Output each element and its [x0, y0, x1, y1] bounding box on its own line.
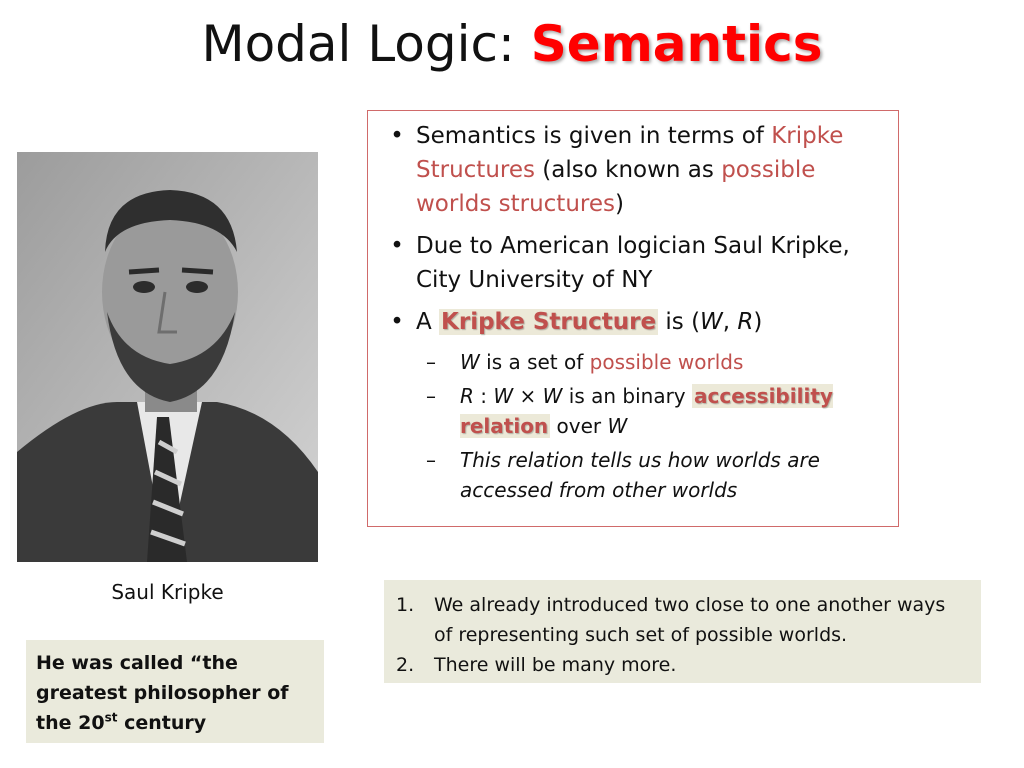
sub-bullet-item: [426, 445, 884, 505]
quote-tail: century: [117, 712, 207, 734]
quote-box: [26, 640, 324, 743]
bullet-text: Due to American logician Saul Kripke, City University of NY: [416, 233, 850, 293]
notes-box: [384, 580, 981, 683]
bullet-text: Semantics is given in terms of Kripke Structures (also known as possible worlds structures): [416, 123, 844, 217]
sub-bullet-text: R : W × W is an binary accessibility relation over W: [460, 384, 833, 438]
portrait-illustration: [17, 152, 318, 562]
definition-box: [367, 110, 899, 527]
bullet-marker: •: [390, 309, 404, 335]
title-accent: Semantics: [530, 15, 823, 73]
bullet-marker: •: [390, 123, 404, 149]
sub-bullet-text: This relation tells us how worlds are accessed from other worlds: [460, 448, 820, 502]
note-number: 2.: [396, 654, 415, 676]
bullet-item: [378, 229, 884, 297]
bullet-item: [378, 119, 884, 221]
title-plain: Modal Logic:: [201, 15, 531, 73]
sub-bullet-marker: –: [426, 384, 436, 408]
sub-bullet-item: [426, 381, 884, 441]
sub-bullet-text: W is a set of possible worlds: [460, 350, 744, 374]
note-text: There will be many more.: [434, 654, 677, 676]
sub-bullet-marker: –: [426, 350, 436, 374]
slide-title: [0, 12, 1024, 76]
bullet-marker: •: [390, 233, 404, 259]
numbered-note: [396, 650, 969, 680]
quote-superscript: st: [104, 710, 118, 725]
portrait-photo: [17, 152, 318, 562]
sub-bullet-item: [426, 347, 884, 377]
quote-text: He was called “the greatest philosopher of the 20: [36, 652, 289, 734]
photo-caption: Saul Kripke: [111, 580, 224, 604]
numbered-note: [396, 590, 969, 650]
sub-bullet-marker: –: [426, 448, 436, 472]
note-number: 1.: [396, 594, 415, 616]
bullet-item: [378, 305, 884, 339]
bullet-text: A Kripke Structure is (W, R): [416, 309, 763, 335]
note-text: We already introduced two close to one another ways of representing such set of possible worlds.: [434, 594, 946, 646]
